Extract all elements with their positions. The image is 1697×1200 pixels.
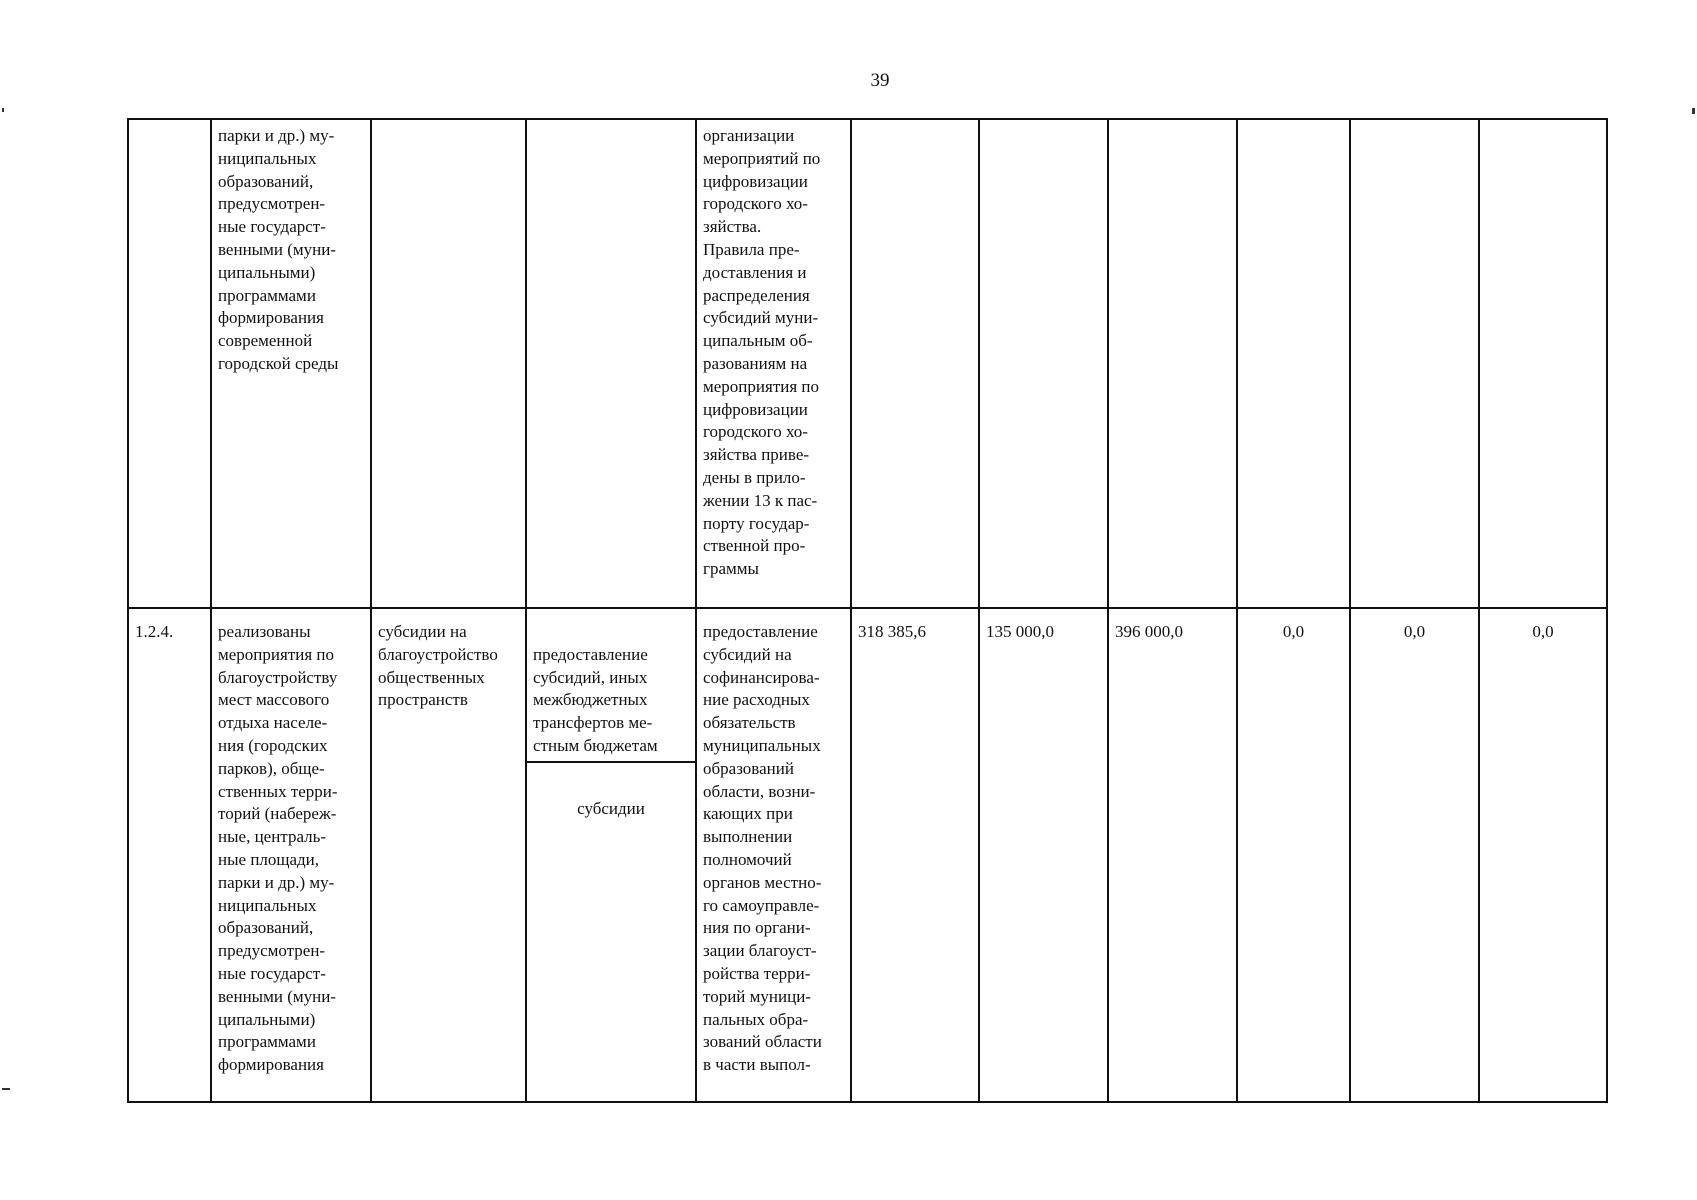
cell-mechanism	[526, 608, 696, 1102]
cell-result: реализованы мероприятия по благоустройству мест массового отдыха населе- ния (городских парков), обще- ственных терри- торий (набереж- ные, централь- ные площади, парки и др.) му- ниципальных образований, предусмотрен- ные государст- венными (муни- ципальными) программами формирования	[211, 608, 371, 1102]
cell-amount-6	[1479, 119, 1607, 608]
cell-amount-1: 318 385,6	[851, 608, 979, 1102]
table-row	[128, 608, 1607, 1102]
mechanism-subtype: субсидии	[577, 798, 645, 818]
scan-mark-left-lower	[2, 1088, 10, 1090]
cell-description: предоставление субсидий на софинансирова- ние расходных обязательств муниципальных образований области, возни- кающих при выполнении полномочий органов местно- го самоуправле- ния по органи- зации благоуст- ройства терри- торий муници- пальных обра- зований области в части выпол-	[696, 608, 851, 1102]
cell-number	[128, 119, 211, 608]
cell-amount-2: 135 000,0	[979, 608, 1108, 1102]
program-measures-table	[127, 118, 1608, 1103]
cell-amount-5	[1350, 119, 1479, 608]
cell-amount-3: 396 000,0	[1108, 608, 1237, 1102]
cell-structural-element	[371, 119, 526, 608]
cell-number: 1.2.4.	[128, 608, 211, 1102]
scan-mark-right	[1692, 108, 1695, 114]
cell-amount-4	[1237, 119, 1350, 608]
cell-amount-3	[1108, 119, 1237, 608]
cell-amount-2	[979, 119, 1108, 608]
cell-amount-1	[851, 119, 979, 608]
page-number: 39	[870, 70, 890, 91]
cell-amount-4: 0,0	[1237, 608, 1350, 1102]
cell-description: организации мероприятий по цифровизации городского хо- зяйства. Правила пре- доставления и распределения субсидий муни- ципальным об- разованиям на мероприятия по цифровизации городского хо- зяйства приве- дены в прило- жении 13 к пас- порту государ- ственной про- граммы	[696, 119, 851, 608]
cell-amount-6: 0,0	[1479, 608, 1607, 1102]
table-row	[128, 119, 1607, 608]
mechanism-text: предоставление субсидий, иных межбюджетных трансфертов ме- стным бюджетам	[527, 632, 695, 763]
cell-mechanism	[526, 119, 696, 608]
cell-amount-5: 0,0	[1350, 608, 1479, 1102]
scan-mark-left	[2, 108, 4, 112]
cell-structural-element: субсидии на благоустройство общественных пространств	[371, 608, 526, 1102]
cell-result: парки и др.) му- ниципальных образований, предусмотрен- ные государст- венными (муни- ципальными) программами формирования современной городской среды	[211, 119, 371, 608]
